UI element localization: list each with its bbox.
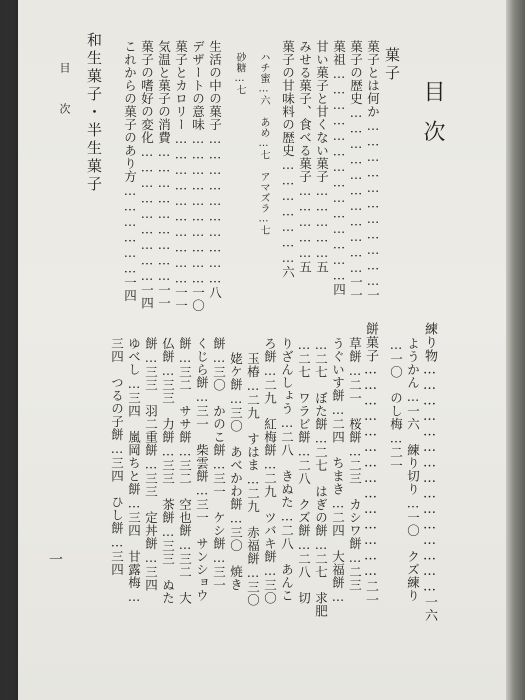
toc-entry: ろ餅…二九 紅梅餅…二九 ツバキ餅…三〇 — [262, 337, 278, 605]
toc-entry: 生活の中の菓子…………………………八 — [207, 40, 223, 299]
toc-entry: 姥ケ餅…三〇 あべかわ餅…三〇 焼き — [228, 352, 244, 591]
toc-entry: うぐいす餅…二四 ちまき…二四 大福餅… — [330, 337, 346, 605]
page-number: 一 — [47, 552, 63, 566]
toc-entry: 玉椿…二九 すはま…二九 赤福餅…三〇 — [245, 352, 261, 607]
toc-entry: 仏餅…三三 力餅…三三 茶餅…三三 ぬた — [160, 337, 176, 605]
toc-entry: 餅…三〇 かのこ餅…三一 ケシ餅…三一 — [211, 337, 227, 592]
toc-subentry: 砂糖…七 — [234, 52, 245, 95]
toc-entry: これからの菓子のあり方………………一四 — [122, 40, 138, 302]
toc-entry: …二七 ぼた餅…二七 はぎの餅…二七 求肥 — [313, 337, 329, 618]
book-edge — [506, 0, 525, 700]
running-head: 目次 — [58, 62, 71, 144]
toc-entry: くじら餅…三一 柴雲餅…三一 サンショウ — [194, 337, 210, 602]
toc-entry: …一〇 のし梅…二一 — [388, 337, 404, 472]
subsection-heading: 練り物………………………………………一六 — [422, 322, 437, 622]
toc-entry: 餅…三二 ササ餅…三二 空也餅…三二 大 — [177, 337, 193, 605]
page-title: 目次 — [420, 80, 445, 160]
toc-entry: 草餅…二一 桜餅…二三 カシワ餅…二三 — [347, 337, 363, 592]
toc-entry: みせる菓子、食べる菓子……………五 — [297, 40, 313, 274]
toc-entry: デザートの意味…………………………一〇 — [190, 40, 206, 312]
toc-entry: 気温と菓子の消費………………………一一 — [156, 40, 172, 310]
toc-subentry: ハチ蜜…六 あめ…七 アマズラ…七 — [258, 52, 269, 236]
toc-entry: ゆべし…三四 嵐岡ちと餅…三四 甘露梅… — [126, 337, 142, 605]
toc-entry: 菓祖……………………………………四 — [331, 40, 347, 296]
toc-entry: 菓子の歴史……………………………一一 — [348, 40, 364, 302]
toc-entry: 菓子とカロリー…………………………一一 — [173, 40, 189, 312]
part-heading: 和生菓子・半生菓子 — [85, 32, 103, 194]
subsection-heading: 餅菓子……………………………………二一 — [363, 322, 378, 607]
toc-entry: 菓子の甘味料の歴史…………………六 — [280, 40, 296, 279]
toc-entry: 菓子とは何か……………………………一 — [365, 40, 381, 302]
book-page — [18, 0, 506, 700]
toc-entry: 菓子の嗜好の変化………………………一四 — [139, 40, 155, 310]
toc-entry: りざんしょう…二八 きぬた…二八 あんこ — [279, 337, 295, 602]
toc-entry: 甘い菓子と甘くない菓子……………五 — [314, 40, 330, 274]
toc-entry: …二七 ワラビ餅…二八 クズ餅…二八 切 — [296, 337, 312, 605]
section-heading: 菓子 — [383, 47, 401, 83]
toc-entry: ようかん…一六 練り切り…一〇 クズ練り — [405, 337, 421, 602]
toc-entry: 三四 つるの子餅…三四 ひし餅…三四 — [109, 337, 125, 576]
toc-entry: 餅…三三 羽二重餅…三三 定丼餅…三四 — [143, 337, 159, 592]
